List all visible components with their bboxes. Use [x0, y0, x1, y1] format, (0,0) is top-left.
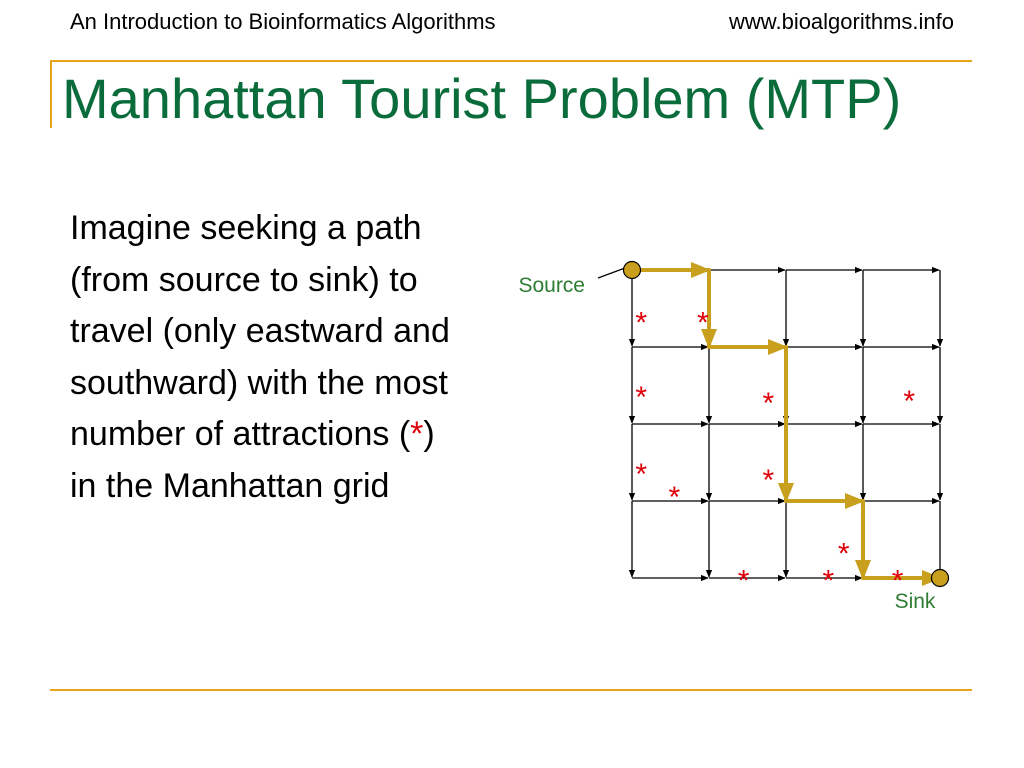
attractions [635, 306, 915, 597]
sink-node [932, 570, 949, 587]
attraction-star: * [737, 564, 750, 598]
attraction-star: * [762, 387, 775, 421]
attraction-star: * [635, 458, 648, 492]
sink-label: Sink [894, 590, 936, 613]
body-attraction-star: * [410, 415, 424, 454]
header-website-url: www.bioalgorithms.info [729, 9, 954, 34]
attraction-star: * [837, 537, 850, 571]
attraction-star: * [903, 384, 916, 418]
bottom-rule [50, 689, 972, 691]
attraction-star: * [891, 564, 904, 598]
attraction-star: * [822, 564, 835, 598]
attraction-star: * [635, 381, 648, 415]
attraction-star: * [762, 464, 775, 498]
attraction-star: * [668, 481, 681, 515]
slide-title: Manhattan Tourist Problem (MTP) [62, 67, 902, 130]
body-text-part-2: ) in the Manhattan grid [70, 415, 435, 505]
source-pointer-line [598, 268, 625, 278]
attraction-star: * [696, 306, 709, 340]
source-node [624, 262, 641, 279]
source-label: Source [518, 274, 585, 297]
body-text-part-1: Imagine seeking a path (from source to sink) to travel (only eastward and southward) with the most number of attractions ( [70, 209, 450, 454]
header-course-title: An Introduction to Bioinformatics Algorithms [70, 9, 496, 34]
attraction-star: * [635, 306, 648, 340]
